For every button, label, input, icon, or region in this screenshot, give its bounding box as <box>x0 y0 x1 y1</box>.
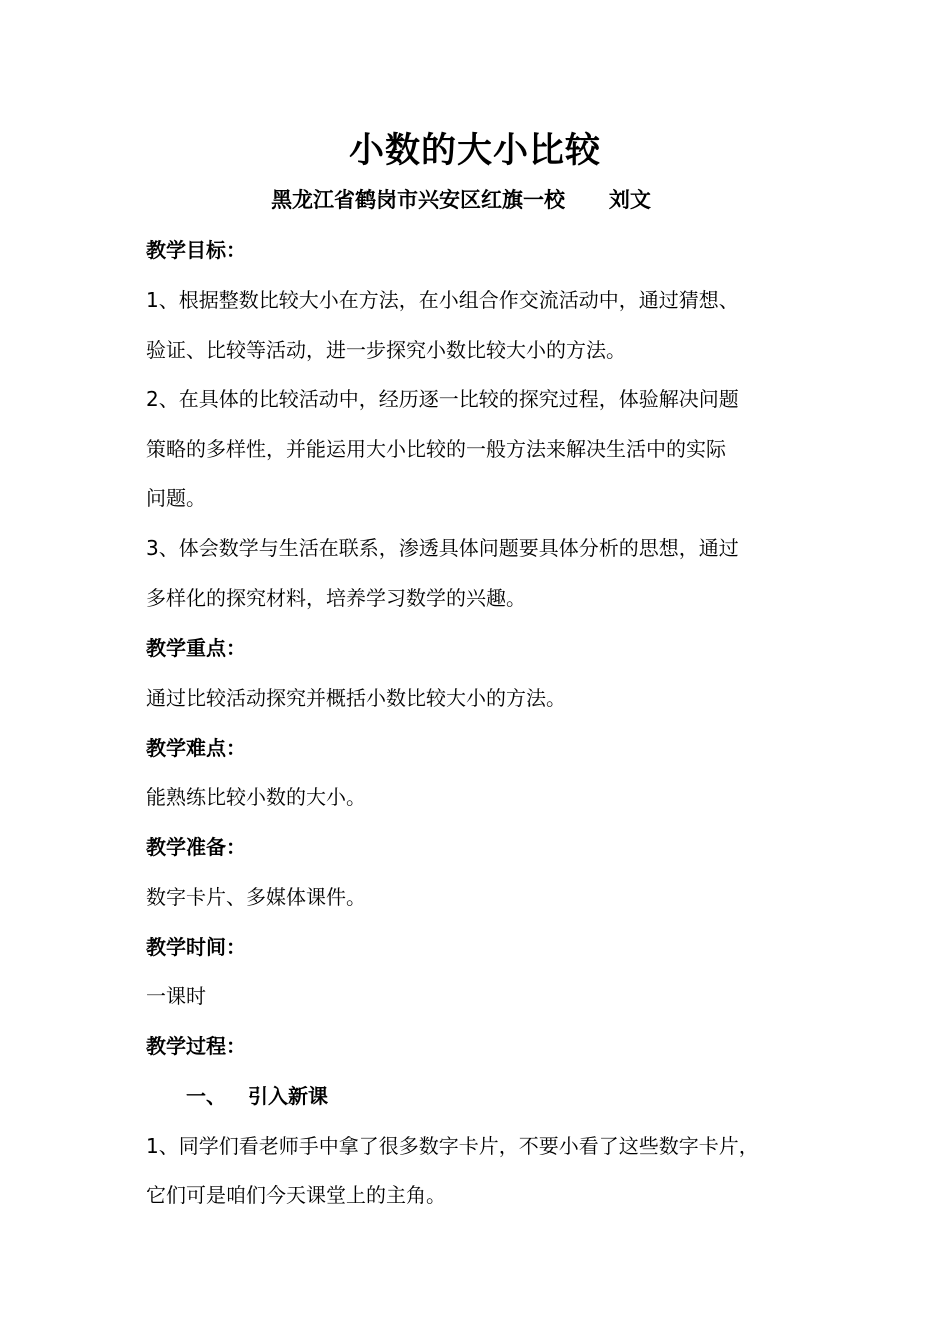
objective-1-line-1: 1、根据整数比较大小在方法，在小组合作交流活动中，通过猜想、 <box>146 288 739 312</box>
difficulties-heading: 教学难点： <box>146 736 246 760</box>
preparation-heading: 教学准备： <box>146 835 246 859</box>
preparation-text: 数字卡片、多媒体课件。 <box>146 885 366 909</box>
objective-1-line-2: 验证、比较等活动，进一步探究小数比较大小的方法。 <box>146 338 626 362</box>
objective-3-line-1: 3、体会数学与生活在联系，渗透具体问题要具体分析的思想，通过 <box>146 536 739 560</box>
step-1-number: 一、 <box>186 1084 226 1108</box>
step-1-line-2: 它们可是咱们今天课堂上的主角。 <box>146 1183 446 1207</box>
difficulties-text: 能熟练比较小数的大小。 <box>146 785 366 809</box>
author-line: 黑龙江省鹤岗市兴安区红旗一校 刘文 <box>271 188 651 212</box>
step-1-line-1: 1、同学们看老师手中拿了很多数字卡片，不要小看了这些数字卡片， <box>146 1134 759 1158</box>
process-heading: 教学过程： <box>146 1034 246 1058</box>
objective-2-line-2: 策略的多样性，并能运用大小比较的一般方法来解决生活中的实际 <box>146 437 726 461</box>
step-1-heading <box>186 1078 886 1114</box>
objectives-heading: 教学目标： <box>146 238 246 262</box>
time-heading: 教学时间： <box>146 935 246 959</box>
time-text: 一课时 <box>146 984 206 1008</box>
objective-3-line-2: 多样化的探究材料，培养学习数学的兴趣。 <box>146 586 526 610</box>
key-points-text: 通过比较活动探究并概括小数比较大小的方法。 <box>146 686 566 710</box>
objective-2-line-3: 问题。 <box>146 486 206 510</box>
key-points-heading: 教学重点： <box>146 636 246 660</box>
objective-2-line-1: 2、在具体的比较活动中，经历逐一比较的探究过程，体验解决问题 <box>146 387 739 411</box>
step-1-title: 引入新课 <box>248 1084 328 1108</box>
document-title: 小数的大小比较 <box>348 131 601 171</box>
